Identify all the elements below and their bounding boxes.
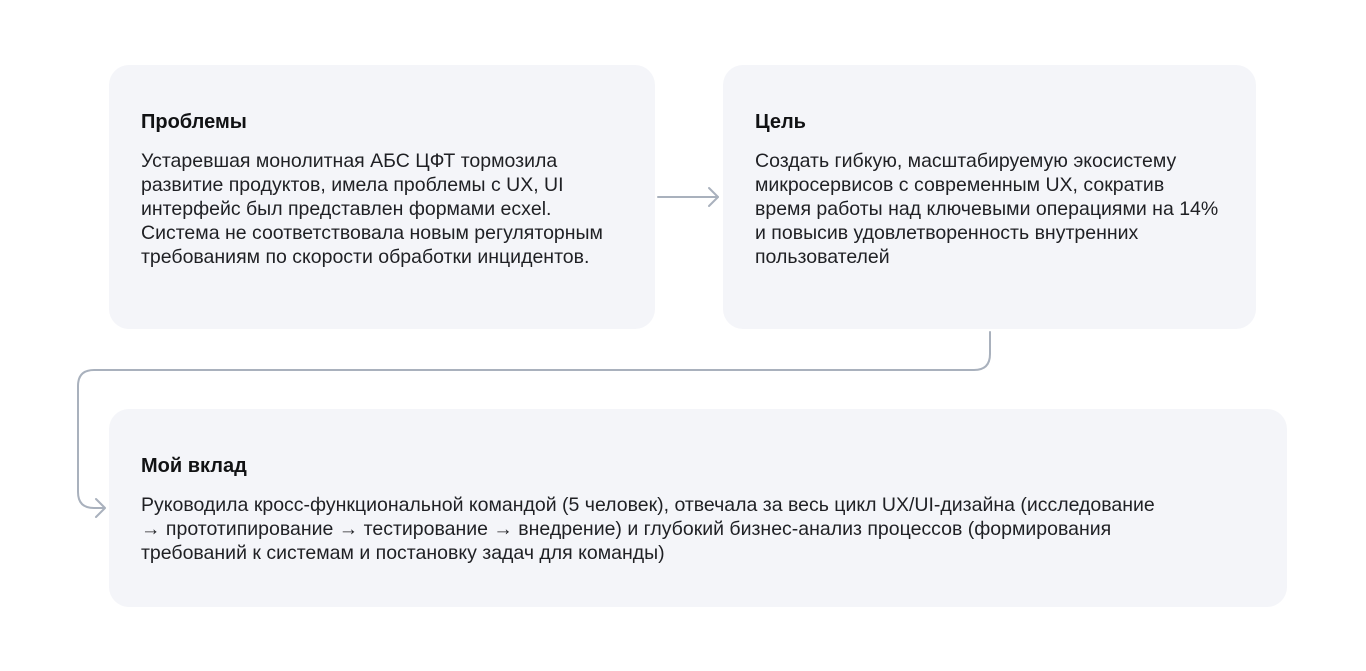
goal-title: Цель xyxy=(755,111,806,133)
arrow-head-right-icon xyxy=(96,499,105,517)
arrow-head-right-icon xyxy=(709,188,718,206)
problems-text: Устаревшая монолитная АБС ЦФТ тормозила развитие продуктов, имела проблемы с UX, UI интерфейс был представлен формами ecxel. Система не соответствовала новым регуляторным требованиям по скорости обработки инцидентов. xyxy=(141,150,603,268)
goal-text: Создать гибкую, масштабируемую экосистему микросервисов с современным UX, сократив время работы над ключевыми операциями на 14% и повысив удовлетворенность внутренних пользователей xyxy=(755,150,1219,268)
arrow-problems-to-goal xyxy=(658,188,718,206)
contribution-title: Мой вклад xyxy=(141,455,247,477)
problems-title: Проблемы xyxy=(141,111,247,133)
contribution-text: Руководила кросс-функциональной командой (5 человек), отвечала за весь цикл UX/UI-дизайна (исследование → прототипирование → тестирование → внедрение) и глубокий бизнес-анализ процессов (формирования требований к системам и постановку задач для команды) xyxy=(141,494,1155,564)
problems-card xyxy=(109,65,655,329)
goal-card xyxy=(723,65,1256,329)
contribution-card xyxy=(109,409,1287,607)
